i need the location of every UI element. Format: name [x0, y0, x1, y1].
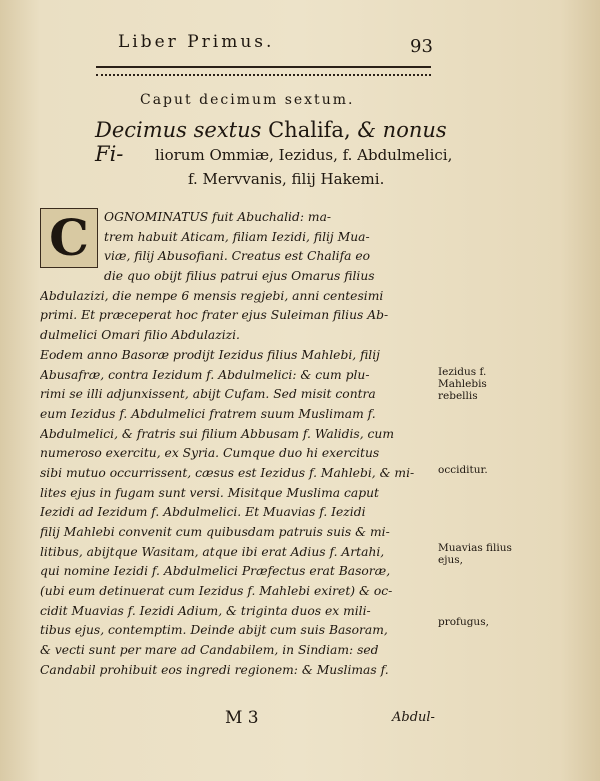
- header-rule-dotted: [96, 74, 431, 76]
- margin-note: Iezidus f. Mahlebis rebellis: [438, 366, 487, 402]
- text-line: filij Mahlebi convenit cum quibusdam patruis suis & mi-: [40, 525, 390, 539]
- signature-mark: M 3: [225, 708, 259, 728]
- margin-note: Muavias filius ejus,: [438, 542, 512, 566]
- margin-note: occiditur.: [438, 464, 488, 476]
- text-line: & vecti sunt per mare ad Candabilem, in Sindiam: sed: [40, 643, 379, 658]
- text-line: eum Iezidus f. Abdulmelici fratrem suum Muslimam f.: [40, 406, 376, 421]
- text-line: Iezidi ad Iezidum f. Abdulmelici. Et Muavias f. Iezidi: [40, 505, 366, 520]
- text-line: qui nomine Iezidi f. Abdulmelici Præfectus erat Basoræ,: [40, 564, 391, 579]
- text-line: lites ejus in fugam sunt versi. Misitque Muslima caput: [40, 485, 379, 500]
- text-line: viæ, filij Abusofiani. Creatus est Chalifa eo: [104, 249, 371, 264]
- text-line: Eodem anno Basoræ prodijt Iezidus filius Mahlebi, filij: [40, 347, 380, 362]
- chapter-title-line-3: f. Mervvanis, filij Hakemi.: [188, 170, 385, 188]
- text-line: Abdulmelici, & fratris sui filium Abbusam f. Walidis, cum: [40, 426, 394, 441]
- text-line: (ubi eum detinuerat cum Iezidus f. Mahlebi exiret) & oc-: [40, 584, 393, 599]
- catchword: Abdul-: [392, 710, 435, 725]
- text-line: Candabil prohibuit eos ingredi regionem: & Muslimas f.: [40, 662, 389, 677]
- text-line: sibi mutuo occurrissent, cæsus est Iezidus f. Mahlebi, & mi-: [40, 465, 415, 480]
- text-line: cidit Muavias f. Iezidi Adium, & triginta duos ex mili-: [40, 603, 371, 618]
- chapter-heading: Caput decimum sextum.: [140, 92, 355, 108]
- decorated-initial: C: [40, 208, 98, 268]
- text-line: rimi se illi adjunxissent, abijt Cufam. Sed misit contra: [40, 387, 376, 402]
- title-italic-part: Decimus sextus: [95, 118, 262, 142]
- text-line: tibus ejus, contemptim. Deinde abijt cum suis Basoram,: [40, 623, 388, 638]
- text-line: Abusafræ, contra Iezidum f. Abdulmelici: & cum plu-: [40, 367, 370, 382]
- title-roman-part: Chalifa,: [268, 118, 351, 142]
- body-text: [40, 208, 432, 681]
- running-header: Liber Primus.: [118, 32, 275, 52]
- page-number: 93: [410, 36, 433, 57]
- text-line: Abdulazizi, die nempe 6 mensis regjebi, anni centesimi: [40, 288, 384, 303]
- text-line: die quo obijt filius patrui ejus Omarus filius: [104, 269, 375, 284]
- chapter-title-line-2: liorum Ommiæ, Iezidus, f. Abdulmelici,: [155, 146, 453, 164]
- text-line: OGNOMINATUS fuit Abuchalid: ma-: [104, 210, 332, 224]
- title-italic-part-2: & nonus Fi-: [95, 118, 447, 166]
- header-rule: [96, 66, 431, 68]
- text-line: litibus, abijtque Wasitam, atque ibi erat Adius f. Artahi,: [40, 544, 385, 559]
- text-line: numeroso exercitu, ex Syria. Cumque duo hi exercitus: [40, 446, 380, 461]
- text-line: trem habuit Aticam, filiam Iezidi, filij Mua-: [104, 229, 370, 244]
- text-line: primi. Et præceperat hoc frater ejus Suleiman filius Ab-: [40, 308, 389, 323]
- margin-note: profugus,: [438, 616, 489, 628]
- text-line: dulmelici Omari filio Abdulazizi.: [40, 328, 240, 343]
